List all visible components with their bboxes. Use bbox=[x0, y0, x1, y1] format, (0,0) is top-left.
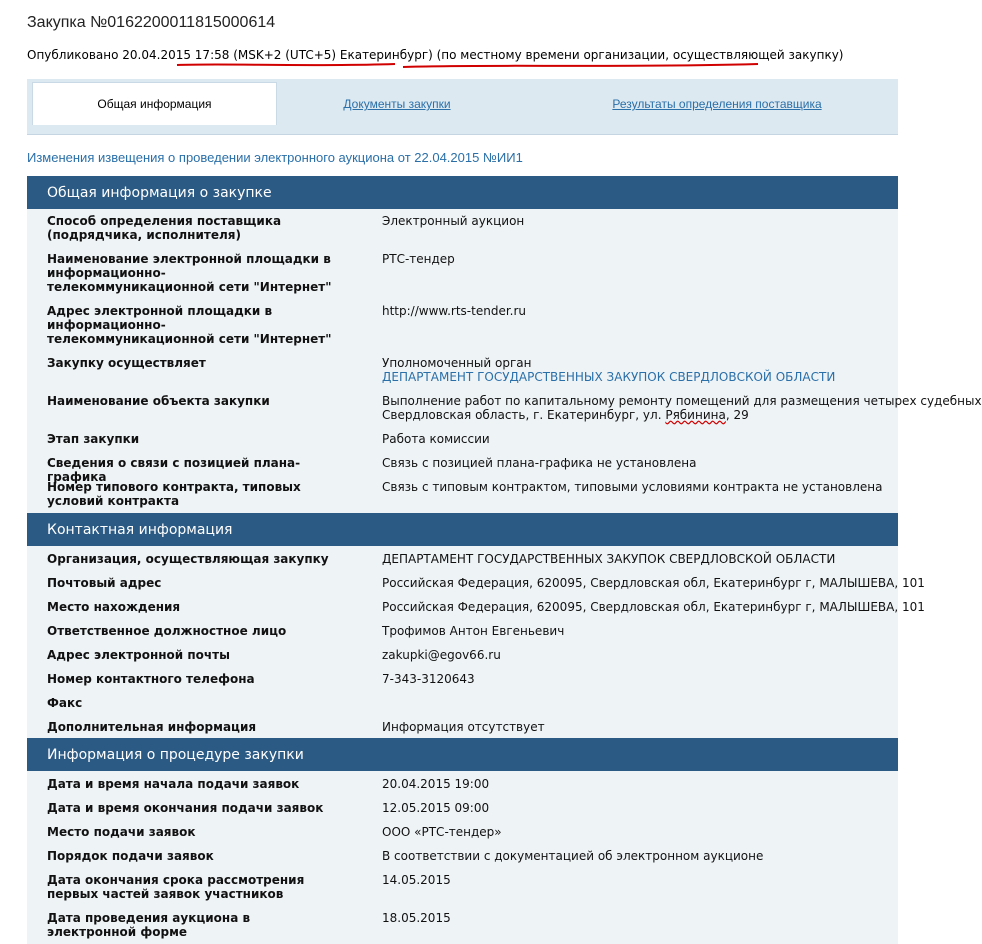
row-value: http://www.rts-tender.ru bbox=[382, 304, 527, 318]
object-name: Выполнение работ по капитальному ремонту помещений для размещения четырех судебных bbox=[382, 394, 982, 408]
section-contact bbox=[27, 546, 925, 738]
row-value: РТС-тендер bbox=[382, 252, 455, 266]
row-value: ДЕПАРТАМЕНТ ГОСУДАРСТВЕННЫХ ЗАКУПОК СВЕРДЛОВСКОЙ ОБЛАСТИ bbox=[382, 552, 836, 566]
page-title: Закупка №0162200011815000614 bbox=[27, 14, 276, 31]
red-underline-annotation bbox=[0, 0, 898, 80]
section-procedure bbox=[27, 771, 898, 944]
row-label: Дата и время начала подачи заявок bbox=[47, 777, 300, 791]
row-label: Дополнительная информация bbox=[47, 720, 257, 734]
section-header-contact: Контактная информация bbox=[27, 513, 898, 546]
row-value: 7-343-3120643 bbox=[382, 672, 475, 686]
row-value: 18.05.2015 bbox=[382, 911, 451, 925]
tab-purchase-documents[interactable]: Документы закупки bbox=[343, 97, 451, 111]
spellcheck-word: Рябинина bbox=[665, 408, 726, 422]
published-timezone-note: (по местному времени организации, осуществляющей закупку) bbox=[432, 48, 844, 62]
row-value: Российская Федерация, 620095, Свердловская обл, Екатеринбург г, МАЛЫШЕВА, 101 bbox=[382, 576, 925, 590]
section-general bbox=[27, 209, 982, 513]
row-value: 20.04.2015 19:00 bbox=[382, 777, 490, 791]
row-value: Связь с позицией плана-графика не установлена bbox=[382, 456, 697, 470]
notice-changes-link[interactable]: Изменения извещения о проведении электронного аукциона от 22.04.2015 №ИИ1 bbox=[27, 150, 523, 165]
row-label: Дата окончания срока рассмотрения первых частей заявок участников bbox=[47, 873, 305, 901]
row-value: 14.05.2015 bbox=[382, 873, 451, 887]
row-label: Способ определения поставщика (подрядчика, исполнителя) bbox=[47, 214, 282, 242]
row-value: Электронный аукцион bbox=[382, 214, 525, 228]
row-label: Дата проведения аукциона в электронной форме bbox=[47, 911, 251, 939]
tab-supplier-results[interactable]: Результаты определения поставщика bbox=[612, 97, 822, 111]
row-label: Место подачи заявок bbox=[47, 825, 196, 839]
section-header-procedure: Информация о процедуре закупки bbox=[27, 738, 898, 771]
row-value bbox=[382, 394, 982, 422]
row-value: Информация отсутствует bbox=[382, 720, 545, 734]
tab-general-info[interactable]: Общая информация bbox=[32, 82, 277, 125]
row-label: Наименование объекта закупки bbox=[47, 394, 270, 408]
published-info bbox=[27, 48, 843, 62]
row-value: Российская Федерация, 620095, Свердловская обл, Екатеринбург г, МАЛЫШЕВА, 101 bbox=[382, 600, 925, 614]
row-value: Работа комиссии bbox=[382, 432, 490, 446]
row-label: Место нахождения bbox=[47, 600, 181, 614]
row-label: Закупку осуществляет bbox=[47, 356, 206, 370]
row-label: Наименование электронной площадки в информационно-телекоммуникационной сети "Интернет" bbox=[47, 252, 332, 294]
row-label: Почтовый адрес bbox=[47, 576, 162, 590]
object-address: Свердловская область, г. Екатеринбург, ул. Рябинина, 29 bbox=[382, 408, 749, 422]
authority-type: Уполномоченный орган bbox=[382, 356, 532, 370]
row-value: ООО «РТС-тендер» bbox=[382, 825, 502, 839]
row-label: Дата и время окончания подачи заявок bbox=[47, 801, 324, 815]
row-label: Адрес электронной площадки в информационно-телекоммуникационной сети "Интернет" bbox=[47, 304, 332, 346]
section-header-general: Общая информация о закупке bbox=[27, 176, 898, 209]
published-datetime: Опубликовано 20.04.2015 17:58 (MSK+2 (UTC+5) Екатеринбург) bbox=[27, 48, 433, 62]
tabs-bar bbox=[27, 79, 898, 135]
row-label: Номер контактного телефона bbox=[47, 672, 255, 686]
row-label: Ответственное должностное лицо bbox=[47, 624, 287, 638]
row-label: Адрес электронной почты bbox=[47, 648, 230, 662]
organization-link[interactable]: ДЕПАРТАМЕНТ ГОСУДАРСТВЕННЫХ ЗАКУПОК СВЕРДЛОВСКОЙ ОБЛАСТИ bbox=[382, 370, 836, 384]
row-label: Организация, осуществляющая закупку bbox=[47, 552, 329, 566]
row-value: 12.05.2015 09:00 bbox=[382, 801, 490, 815]
row-label: Факс bbox=[47, 696, 83, 710]
row-value bbox=[382, 356, 902, 384]
row-label: Номер типового контракта, типовых условий контракта bbox=[47, 480, 301, 508]
row-label: Сведения о связи с позицией плана-графика bbox=[47, 456, 301, 484]
row-value: Трофимов Антон Евгеньевич bbox=[382, 624, 565, 638]
row-value: Связь с типовым контрактом, типовыми условиями контракта не установлена bbox=[382, 480, 883, 494]
row-label: Этап закупки bbox=[47, 432, 140, 446]
row-value: В соответствии с документацией об электронном аукционе bbox=[382, 849, 764, 863]
row-label: Порядок подачи заявок bbox=[47, 849, 214, 863]
row-value: zakupki@egov66.ru bbox=[382, 648, 501, 662]
